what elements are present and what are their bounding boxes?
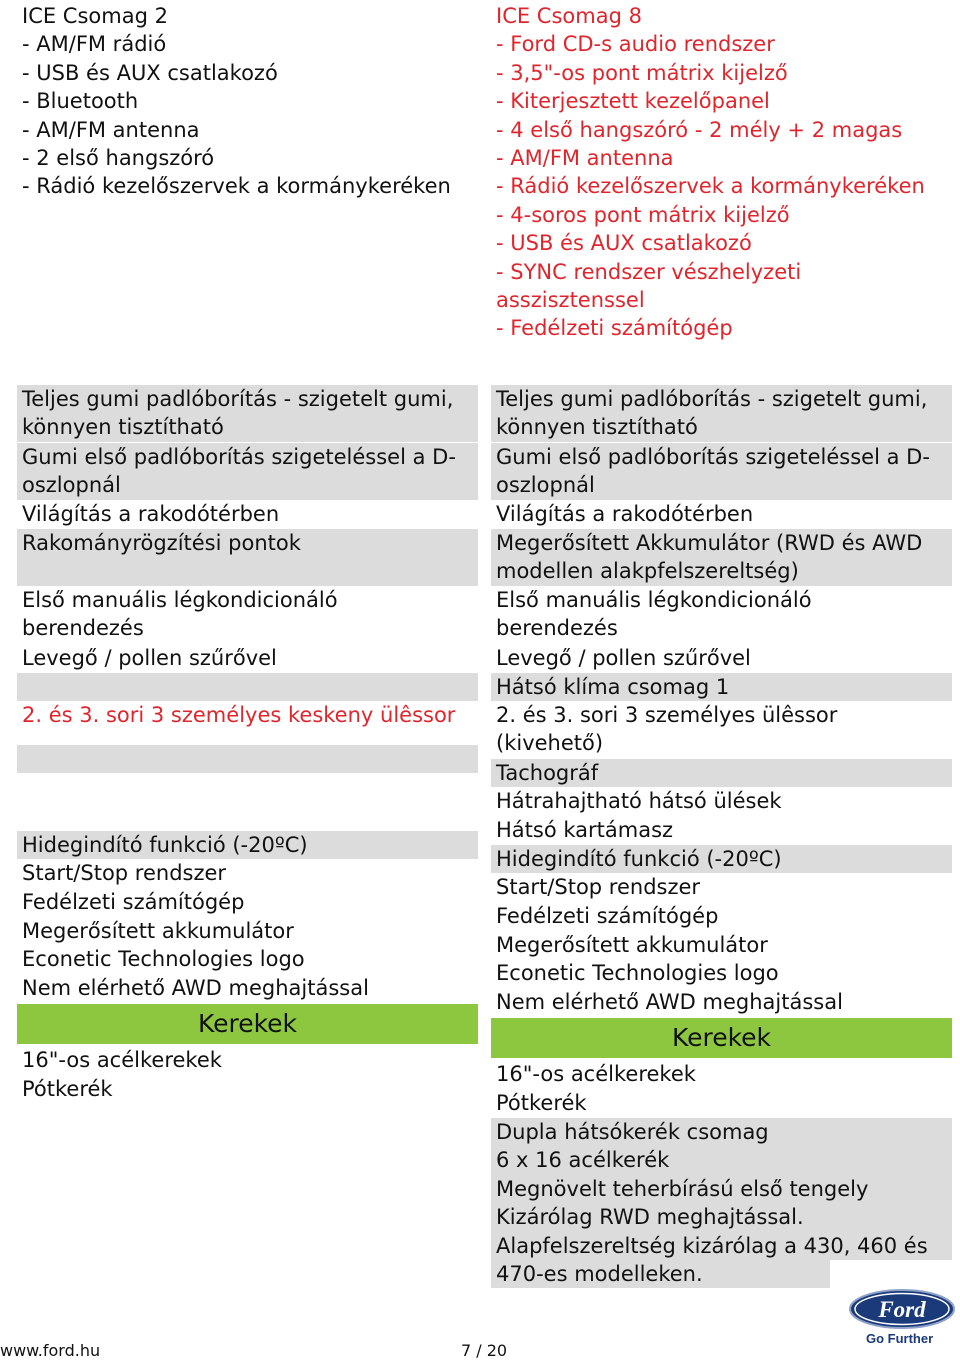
- wheels-heading: Kerekek: [17, 1004, 478, 1044]
- ice-line: - Kiterjesztett kezelőpanel: [496, 89, 770, 114]
- ice-line: - 4 első hangszóró - 2 mély + 2 magas: [496, 117, 903, 142]
- ice-line: - USB és AUX csatlakozó: [22, 60, 278, 85]
- list-item: Start/Stop rendszer: [22, 861, 227, 885]
- list-item: Econetic Technologies logo: [22, 947, 305, 971]
- list-item: Megerősített akkumulátor: [22, 919, 294, 943]
- list-item: Megerősített akkumulátor: [496, 933, 768, 957]
- ice-line: - 4-soros pont mátrix kijelző: [496, 202, 790, 227]
- list-item: Fedélzeti számítógép: [22, 890, 245, 914]
- ice-line: - Rádió kezelőszervek a kormánykeréken: [22, 174, 451, 199]
- list-item: Hidegindító funkció (-20ºC): [491, 845, 952, 873]
- ice-line: asszisztenssel: [496, 288, 645, 313]
- ice-line: - SYNC rendszer vészhelyzeti: [496, 259, 802, 284]
- ice-line: ICE Csomag 8: [496, 4, 642, 28]
- ice-line: - AM/FM rádió: [22, 32, 167, 57]
- list-item: Levegő / pollen szűrővel: [22, 646, 277, 670]
- list-item: Első manuális légkondicionáló berendezés: [22, 588, 338, 641]
- list-item: 16"-os acélkerekek: [22, 1048, 222, 1072]
- list-item: Econetic Technologies logo: [496, 961, 779, 985]
- svg-text:Ford: Ford: [878, 1297, 926, 1322]
- list-item: Gumi első padlóborítás szigeteléssel a D- oszlopnál: [491, 443, 952, 500]
- list-item: Fedélzeti számítógép: [496, 904, 719, 928]
- ford-logo-icon: [848, 1288, 956, 1330]
- list-item: Hátrahajtható hátsó ülések: [496, 789, 782, 813]
- list-item: 470-es modelleken.: [491, 1260, 952, 1289]
- tagline: Go Further: [866, 1331, 934, 1346]
- list-item: Teljes gumi padlóborítás - szigetelt gumi, könnyen tisztítható: [491, 385, 952, 442]
- wheels-heading: Kerekek: [491, 1018, 952, 1058]
- ice-line: - Rádió kezelőszervek a kormánykeréken: [496, 174, 925, 199]
- list-item: Dupla hátsókerék csomag: [491, 1118, 952, 1146]
- list-item: Első manuális légkondicionáló berendezés: [496, 588, 812, 641]
- list-item: Megnövelt teherbírású első tengely: [491, 1175, 952, 1203]
- list-item: Pótkerék: [496, 1091, 587, 1115]
- ice-line: - AM/FM antenna: [22, 117, 200, 142]
- ice-line: - 2 első hangszóró: [22, 146, 215, 171]
- list-item: Kizárólag RWD meghajtással.: [491, 1203, 952, 1232]
- ice-line: ICE Csomag 2: [22, 4, 168, 28]
- ice-package-2: [22, 2, 451, 201]
- list-item: Hátsó klíma csomag 1: [491, 673, 952, 701]
- ice-line: - Bluetooth: [22, 89, 139, 114]
- list-item: 2. és 3. sori 3 személyes ülêssor (kivehető): [496, 703, 838, 756]
- list-item: [17, 673, 478, 701]
- list-item: Világítás a rakodótérben: [22, 502, 280, 526]
- list-item: [17, 773, 478, 831]
- page-number: 7 / 20: [461, 1341, 508, 1360]
- ice-line: - USB és AUX csatlakozó: [496, 231, 752, 256]
- ice-package-8: [496, 2, 925, 343]
- list-item: 6 x 16 acélkerék: [491, 1146, 952, 1175]
- ice-line: - 3,5"-os pont mátrix kijelző: [496, 60, 788, 85]
- list-item: Tachográf: [491, 759, 952, 787]
- list-item: 2. és 3. sori 3 személyes keskeny ülêssor: [22, 703, 456, 727]
- list-item: [17, 745, 478, 773]
- footer-url[interactable]: www.ford.hu: [0, 1341, 101, 1360]
- list-item: Alapfelszereltség kizárólag a 430, 460 és: [491, 1232, 952, 1260]
- list-item: Hidegindító funkció (-20ºC): [17, 831, 478, 859]
- ice-line: - AM/FM antenna: [496, 146, 674, 171]
- left-feature-list: [17, 385, 478, 1104]
- ice-line: - Fedélzeti számítógép: [496, 316, 733, 341]
- right-feature-list: [491, 385, 952, 1289]
- list-item: Nem elérhető AWD meghajtással: [496, 990, 843, 1014]
- list-item: Nem elérhető AWD meghajtással: [22, 976, 369, 1000]
- list-item: Megerősített Akkumulátor (RWD és AWD modellen alakpfelszereltség): [491, 529, 952, 586]
- list-item: Rakományrögzítési pontok: [17, 529, 478, 586]
- list-item: Pótkerék: [22, 1077, 113, 1101]
- list-item: Hátsó kartámasz: [496, 818, 674, 842]
- list-item: 16"-os acélkerekek: [496, 1062, 696, 1086]
- list-item: Teljes gumi padlóborítás - szigetelt gumi, könnyen tisztítható: [17, 385, 478, 442]
- list-item: Levegő / pollen szűrővel: [496, 646, 751, 670]
- list-item: Start/Stop rendszer: [496, 875, 701, 899]
- list-item: Világítás a rakodótérben: [496, 502, 754, 526]
- ice-line: - Ford CD-s audio rendszer: [496, 32, 775, 57]
- list-item: Gumi első padlóborítás szigeteléssel a D- oszlopnál: [17, 443, 478, 500]
